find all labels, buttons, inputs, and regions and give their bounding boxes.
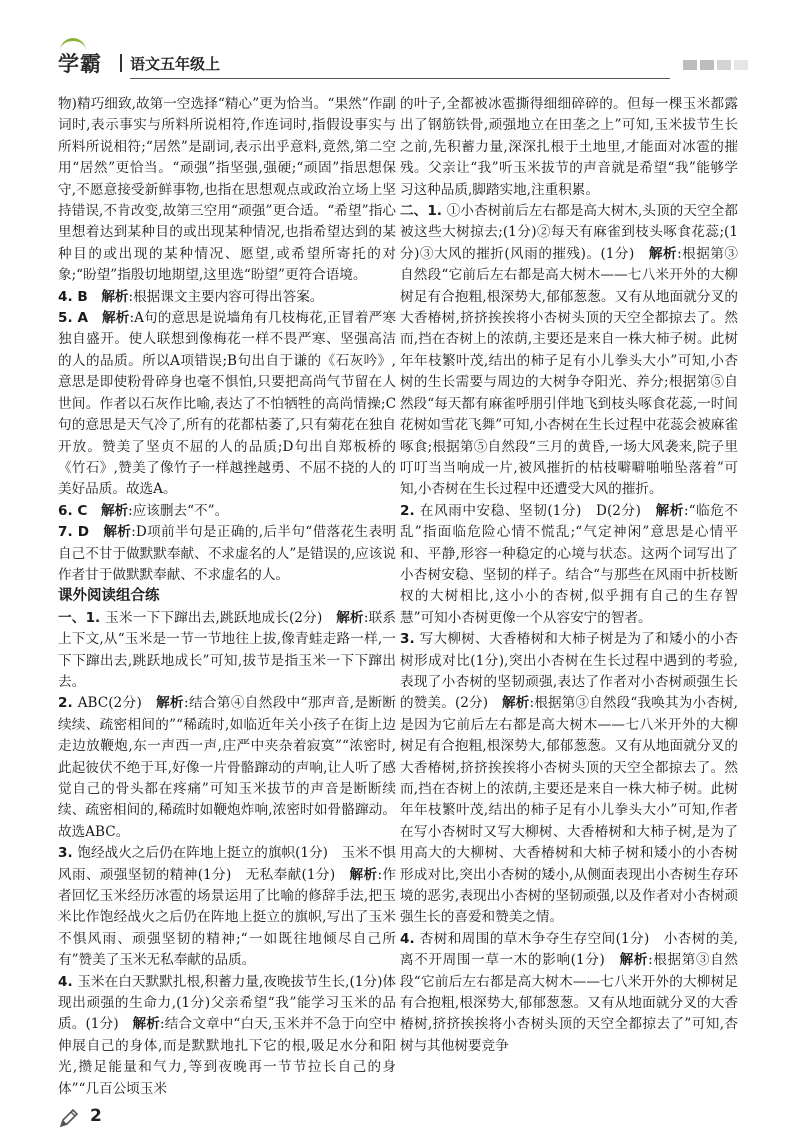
header-separator — [120, 54, 122, 72]
analysis-label: 解析 — [648, 245, 678, 262]
left-column — [58, 94, 396, 1100]
question-number: 4. B — [58, 288, 102, 305]
answer-paragraph — [58, 693, 396, 843]
answer-paragraph — [400, 629, 738, 929]
answer-paragraph — [400, 501, 738, 629]
analysis-text: :根据第③自然段“它前后左右都是高大树木——七八米开外的大柳树足有合抱粗,根深势大,郁郁葱葱。又有从地面就分叉的大香椿树,挤挤挨挨将小杏树头顶的天空全都掠去了。然而,挡在杏树上的浓荫,主要还是来自一株大柿子树。此树年年枝繁叶茂,结出的柿子足有小儿拳头大小”可知,小杏树的生长需要与周边的大树争夺阳光、养分;根据第⑤自然段“每天都有麻雀呼朋引伴地飞到枝头啄食花蕊,一时间花树如雪花飞舞”可知,小杏树在生长过程中花蕊会被麻雀啄食;根据第⑤自然段“三月的黄昏,一场大风袭来,院子里叮叮当当响成一片,被风摧折的枯枝噼噼啪啪坠落着”可知,小杏树在生长过程中还遭受大风的摧折。 — [400, 245, 738, 498]
section-title: 课外阅读组合练 — [58, 588, 160, 605]
analysis-text: :“临危不乱”指面临危险心情不慌乱;“气定神闲”意思是心情平和、平静,形容一种稳定的心境与状态。这两个词写出了小杏树安稳、坚韧的样子。结合“与那些在风雨中折枝断杈的大树相比,这小小的杏树,似乎拥有自己的生存智慧”可知小杏树更像一个从容安宁的智者。 — [400, 502, 739, 626]
answer-text: ①小杏树前后左右都是高大树木,头顶的天空全都被这些大树掠去;(1分)②每天有麻雀到枝头啄食花蕊;(1分)③大风的摧折(风雨的摧残)。(1分) — [400, 203, 738, 262]
question-number: 5. A — [58, 310, 102, 327]
answer-paragraph — [400, 201, 738, 501]
question-number: 3. — [400, 631, 420, 648]
question-number: 一、1. — [58, 609, 106, 626]
question-number: 4. — [58, 973, 78, 990]
answer-text: 物)精巧细致,故第一空选择“精心”更为恰当。“果然”作副词时,表示事实与所料所说相符,作连词时,指假设事实与所料所说相符;“居然”是副词,表示出乎意料,竟然,第二空用“居然”更恰当。“顽强”指坚强,强硬;“顽固”指思想保守,不愿意接受新鲜事物,也指在思想观点或政治立场上坚持错误,不肯改变,故第三空用“顽强”更合适。“希望”指心里想着达到某种目的或出现某种情况,也指希望达到的某种目的或出现的某种情况、愿望,或希望所寄托的对象;“盼望”指殷切地期望,这里选“盼望”更符合语境。 — [58, 96, 396, 284]
brand-logo: 学霸 — [58, 52, 102, 76]
header-decoration — [683, 60, 748, 70]
answer-paragraph — [400, 94, 738, 201]
right-column — [400, 94, 738, 1057]
analysis-text: :结合第④自然段中“那声音,是断断续续、疏密相间的”“稀疏时,如临近年关小孩子在街上边走边放鞭炮,东一声西一声,庄严中夹杂着寂寞”“浓密时,此起彼伏不绝于耳,好像一片骨骼蹿动的声响,让人听了感觉自己的骨头都在疼痛”可知玉米拔节的声音是断断续续、疏密相间的,稀疏时如鞭炮炸响,浓密时如骨骼蹿动。故选ABC。 — [58, 695, 397, 840]
analysis-label: 解析 — [100, 502, 129, 519]
analysis-label: 解析 — [103, 524, 132, 541]
answer-paragraph — [58, 501, 396, 522]
analysis-label: 解析 — [101, 288, 129, 305]
analysis-label: 解析 — [349, 866, 378, 883]
answer-paragraph — [58, 308, 396, 501]
answer-paragraph — [58, 972, 396, 1100]
answer-text: 的叶子,全都被冰雹撕得细细碎碎的。但每一棵玉米都露出了钢筋铁骨,顽强地立在田垄之上”可知,玉米拔节生长之前,先积蓄力量,深深扎根于土地里,才能面对冰雹的摧残。父亲让“我”听玉米拔节的声音就是希望“我”能够学习这种品质,脚踏实地,注重积累。 — [400, 96, 738, 198]
question-number: 3. — [58, 845, 78, 862]
decor-square — [717, 60, 731, 70]
question-number: 7. D — [58, 524, 104, 541]
question-number: 二、1. — [400, 203, 447, 220]
question-number: 4. — [400, 930, 420, 947]
answer-text: 写大柳树、大香椿树和大柿子树是为了和矮小的小杏树形成对比(1分),突出小杏树在生长过程中遇到的考验,表现了小杏树的坚韧顽强,表达了作者对小杏树顽强生长的赞美。(2分) — [400, 631, 739, 712]
question-number: 2. — [58, 695, 78, 712]
answer-text: :应该删去“不”。 — [128, 502, 229, 519]
analysis-text: :作者回忆玉米经历冰雹的场景运用了比喻的修辞手法,把玉米比作饱经战火之后仍在阵地上挺立的旗帜,写出了玉米不惧风雨、顽强坚韧的精神;“一如既往地倾尽自己所有”赞美了玉米无私奉献的品质。 — [58, 866, 397, 969]
answer-text: 饱经战火之后仍在阵地上挺立的旗帜(1分) 玉米不惧风雨、顽强坚韧的精神(1分) 无私奉献(1分) — [58, 845, 396, 883]
book-subject: 语文五年级上 — [130, 55, 221, 73]
answer-paragraph — [58, 94, 396, 287]
answer-text: :根据课文主要内容可得出答案。 — [128, 288, 324, 305]
analysis-label: 解析 — [655, 502, 684, 519]
analysis-label: 解析 — [502, 695, 530, 712]
decor-square — [734, 60, 748, 70]
analysis-text: :根据第③自然段“我唤其为小杏树,是因为它前后左右都是高大树木——七八米开外的大柳树足有合抱粗,根深势大,郁郁葱葱。又有从地面就分叉的大香椿树,挤挤挨挨将小杏树头顶的天空全都掠去了。然而,挡在杏树上的浓荫,主要还是来自一株大柿子树。此树年年枝繁叶茂,结出的柿子足有小儿拳头大小”可知,作者在写小杏树时又写大柳树、大香椿树和大柿子树,是为了用高大的大柳树、大香椿树和大柿子树和矮小的小杏树形成对比,突出小杏树的矮小,从侧面表现出小杏树生存环境的恶劣,表现出小杏树的坚韧顽强,以及作者对小杏树顽强生长的喜爱和赞美之情。 — [400, 695, 738, 926]
answer-text: :D项前半句是正确的,后半句“借落花生表明自己不甘于做默默奉献、不求虚名的人”是错误的,应该说作者甘于做默默奉献、不求虚名的人。 — [58, 524, 397, 583]
analysis-label: 解析 — [156, 695, 185, 712]
page-number: 2 — [90, 1106, 102, 1126]
answer-text: 在风雨中安稳、坚韧(1分) D(2分) — [419, 502, 656, 519]
analysis-label: 解析 — [101, 310, 130, 327]
answer-paragraph — [58, 843, 396, 971]
decor-square — [700, 60, 714, 70]
analysis-label: 解析 — [619, 952, 649, 969]
analysis-text: :联系上下文,从“玉米是一节一节地往上拔,像青蛙走路一样,一下下蹿出去,跳跃地成长”可知,拔节是指玉米一下下蹿出去。 — [58, 609, 397, 690]
answer-paragraph — [58, 287, 396, 308]
question-number: 2. — [400, 502, 420, 519]
answer-paragraph — [58, 522, 396, 586]
answer-text: :A句的意思是说墙角有几枝梅花,正冒着严寒独自盛开。使人联想到像梅花一样不畏严寒、坚强高洁的人的品质。所以A项错误;B句出自于谦的《石灰吟》,意思是即使粉骨碎身也毫不惧怕,只要把高尚气节留在人世间。作者以石灰作比喻,表达了不怕牺牲的高尚情操;C句的意思是天气冷了,所有的花都枯萎了,只有菊花在独自开放。赞美了坚贞不屈的人的品质;D句出自郑板桥的《竹石》,赞美了像竹子一样越挫越勇、不屈不挠的人的美好品质。故选A。 — [58, 310, 396, 498]
header-rule — [130, 78, 670, 79]
answer-text: 杏树和周围的草木争夺生存空间(1分) 小杏树的美,离不开周围一草一木的影响(1分) — [400, 930, 739, 969]
analysis-label: 解析 — [132, 1016, 160, 1033]
answer-text: 玉米一下下蹿出去,跳跃地成长(2分) — [105, 609, 337, 626]
page-header — [58, 44, 748, 84]
answer-text: ABC(2分) — [77, 695, 157, 712]
analysis-text: :根据第③自然段“它前后左右都是高大树木——七八米开外的大柳树足有合抱粗,根深势大,郁郁葱葱。又有从地面就分叉的大香椿树,挤挤挨挨将小杏树头顶的天空全都掠去了”可知,杏树与其他树要竞争 — [400, 952, 738, 1054]
answer-text: 玉米在白天默默扎根,积蓄力量,夜晚拔节生长,(1分)体现出顽强的生命力,(1分)父亲希望“我”能学习玉米的品质。(1分) — [58, 973, 397, 1033]
pencil-icon — [58, 1107, 80, 1129]
analysis-label: 解析 — [336, 609, 364, 626]
question-number: 6. C — [58, 502, 101, 519]
decor-square — [683, 60, 697, 70]
analysis-text: :结合文章中“白天,玉米并不急于向空中伸展自己的身体,而是默默地扎下它的根,吸足水分和阳光,攒足能量和气力,等到夜晚再一节节拉长自己的身体”“几百公顷玉米 — [58, 1016, 396, 1097]
section-heading — [58, 586, 396, 607]
answer-paragraph — [58, 608, 396, 694]
answer-paragraph — [400, 929, 738, 1057]
